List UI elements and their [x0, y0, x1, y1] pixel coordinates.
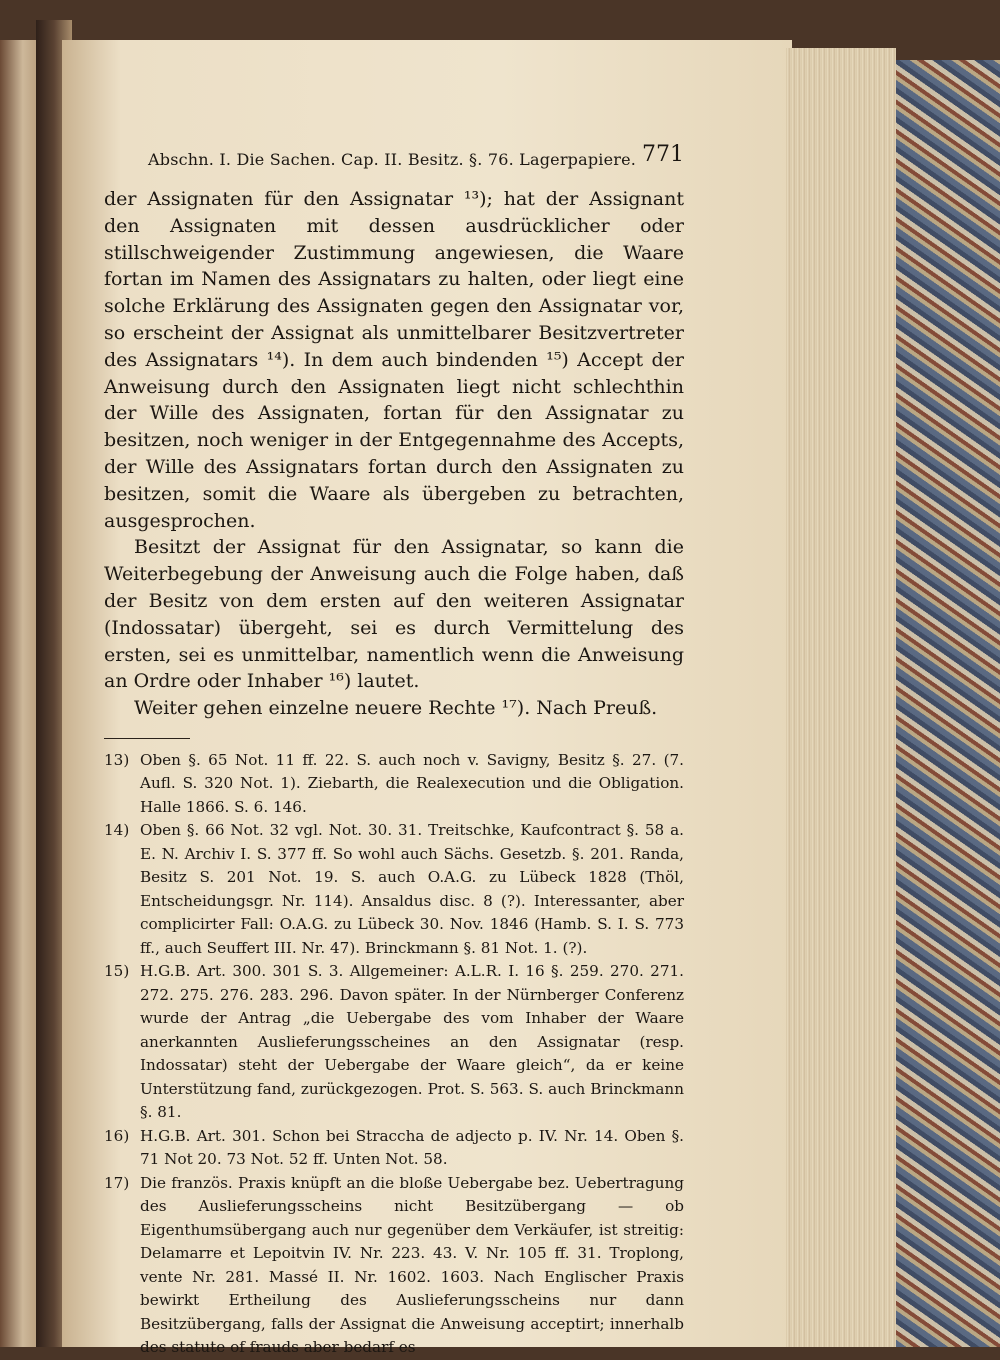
footnote-rule	[104, 738, 190, 739]
footnote-number: 17)	[104, 1173, 130, 1192]
footnote	[104, 960, 684, 1125]
left-page-edge	[0, 40, 38, 1347]
footnote-text: Oben §. 66 Not. 32 vgl. Not. 30. 31. Treitschke, Kaufcontract §. 58 a. E. N. Archiv I. S. 377 ff. So wohl auch Sächs. Gesetzb. §. 201. Randa, Besitz S. 201 Not. 19. S. auch O.A.G. zu Lübeck 1828 (Thöl, Entscheidungsgr. Nr. 114). Ansaldus disc. 8 (?). Interessanter, aber complicirter Fall: O.A.G. zu Lübeck 30. Nov. 1846 (Hamb. S. I. S. 773 ff., auch Seuffert III. Nr. 47). Brinckmann §. 81 Not. 1. (?).	[140, 821, 684, 957]
running-title: Abschn. I. Die Sachen. Cap. II. Besitz. §. 76. Lagerpapiere.	[148, 150, 637, 169]
paragraph: Weiter gehen einzelne neuere Rechte ¹⁷). Nach Preuß.	[134, 697, 658, 720]
page-edges	[786, 48, 896, 1347]
page-header	[104, 140, 684, 174]
footnote	[104, 749, 684, 820]
footnote-number: 16)	[104, 1126, 130, 1145]
text-block	[104, 140, 684, 1360]
page-number: 771	[642, 142, 684, 167]
footnote-text: Oben §. 65 Not. 11 ff. 22. S. auch noch v. Savigny, Besitz §. 27. (7. Aufl. S. 320 Not. 1). Ziebarth, die Realexecution und die Obligation. Halle 1866. S. 6. 146.	[140, 750, 684, 816]
marbled-cover	[896, 60, 1000, 1347]
footnote-text: Die französ. Praxis knüpft an die bloße Uebergabe bez. Uebertragung des Auslieferungsscheins nicht Besitzübergang — ob Eigenthumsübergang auch nur gegenüber dem Verkäufer, ist streitig: Delamarre et Lepoitvin IV. Nr. 223. 43. V. Nr. 105 ff. 31. Troplong, vente Nr. 281. Massé II. Nr. 1602. 1603. Nach Englischer Praxis bewirkt Ertheilung des Auslieferungsscheins nur dann Besitzübergang, falls der Assignat die Anweisung acceptirt; innerhalb des statute of frauds aber bedarf es	[140, 1173, 684, 1357]
footnote-number: 15)	[104, 962, 130, 981]
footnote-number: 14)	[104, 821, 130, 840]
footnotes	[104, 749, 684, 1360]
body-text	[104, 186, 684, 722]
paragraph: Besitzt der Assignat für den Assignatar, so kann die Weiterbegebung der Anweisung auch die Folge haben, daß der Besitz von dem ersten auf den weiteren Assignatar (Indossatar) übergeht, sei es durch Vermittelung des ersten, sei es unmittelbar, namentlich wenn die Anweisung an Ordre oder Inhaber ¹⁶) lautet.	[104, 536, 684, 693]
footnote	[104, 1125, 684, 1172]
footnote-text: H.G.B. Art. 300. 301 S. 3. Allgemeiner: A.L.R. I. 16 §. 259. 270. 271. 272. 275. 276. 283. 296. Davon später. In der Nürnberger Conferenz wurde der Antrag „die Uebergabe des vom Inhaber der Waare anerkannten Auslieferungsscheines an den Assignatar (resp. Indossatar) steht der Uebergabe der Waare gleich“, da er keine Unterstützung fand, zurückgezogen. Prot. S. 563. S. auch Brinckmann §. 81.	[140, 962, 684, 1122]
footnote	[104, 1172, 684, 1360]
footnote-text: H.G.B. Art. 301. Schon bei Straccha de adjecto p. IV. Nr. 14. Oben §. 71 Not 20. 73 Not. 52 ff. Unten Not. 58.	[140, 1126, 684, 1169]
paragraph: der Assignaten für den Assignatar ¹³); hat der Assignant den Assignaten mit dessen ausdrücklicher oder stillschweigender Zustimmung angewiesen, die Waare fortan im Namen des Assignatars zu halten, oder liegt eine solche Erklärung des Assignaten gegen den Assignatar vor, so erscheint der Assignat als unmittelbarer Besitzvertreter des Assignatars ¹⁴). In dem auch bindenden ¹⁵) Accept der Anweisung durch den Assignaten liegt nicht schlechthin der Wille des Assignaten, fortan für den Assignatar zu besitzen, noch weniger in der Entgegennahme des Accepts, der Wille des Assignatars fortan durch den Assignaten zu besitzen, somit die Waare als übergeben zu betrachten, ausgesprochen.	[104, 188, 684, 532]
footnote-number: 13)	[104, 750, 130, 769]
footnote	[104, 819, 684, 960]
